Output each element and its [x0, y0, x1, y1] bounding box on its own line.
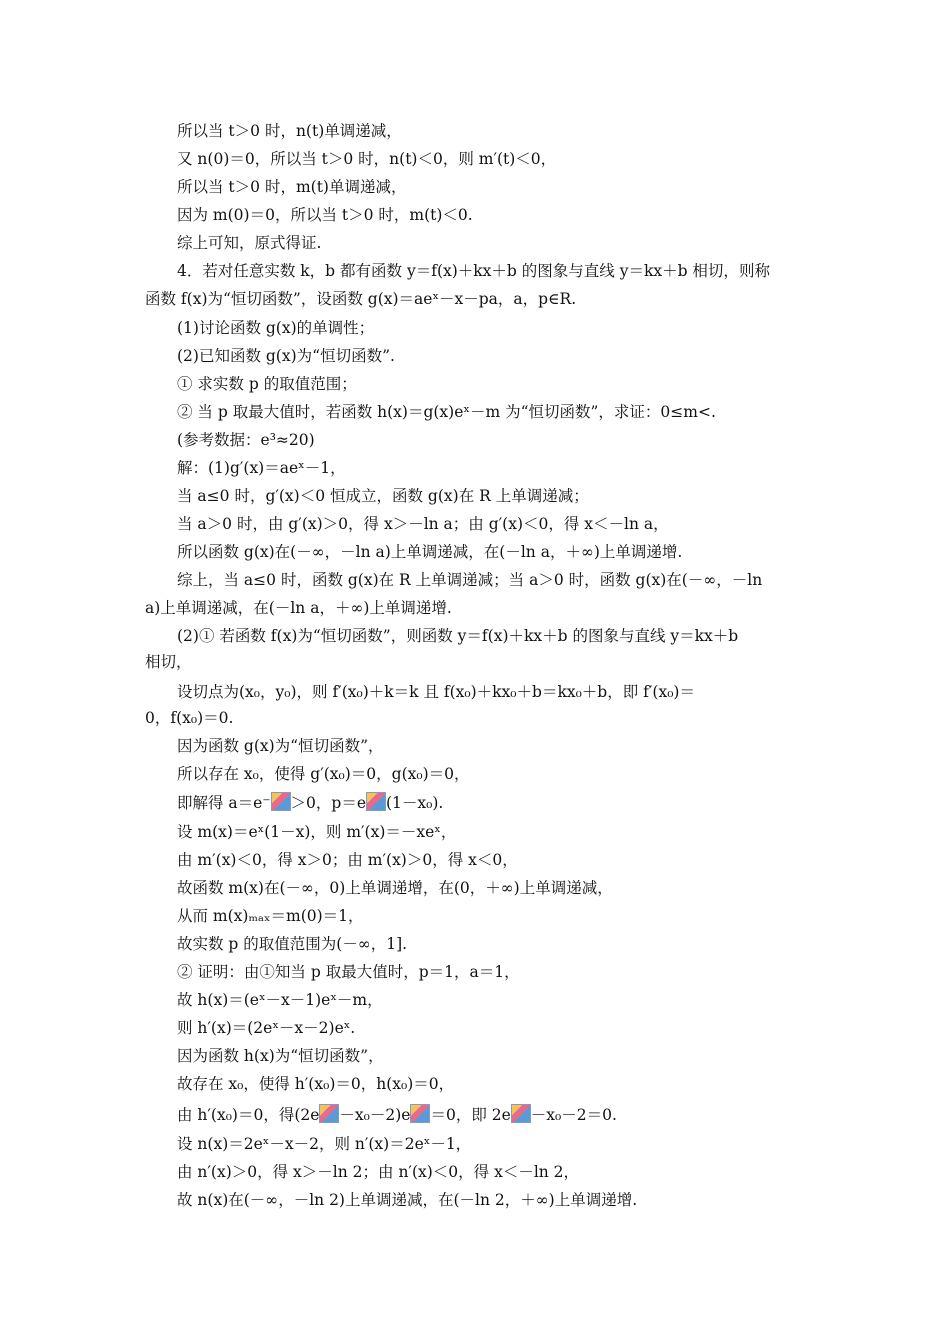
text-line: 函数 f(x)为“恒切函数”，设函数 g(x)＝aeˣ－x－pa，a，p∈R.	[145, 290, 577, 308]
broken-image-icon	[319, 1104, 339, 1123]
text-line: 综上可知，原式得证.	[177, 234, 322, 252]
subquestion-1: (1)讨论函数 g(x)的单调性；	[177, 319, 375, 337]
broken-image-icon	[511, 1104, 531, 1123]
broken-image-icon	[366, 792, 386, 811]
text-line: 所以存在 x₀，使得 g′(x₀)＝0，g(x₀)＝0，	[177, 765, 470, 783]
text-line: 因为函数 h(x)为“恒切函数”，	[177, 1047, 384, 1065]
subquestion-2: (2)已知函数 g(x)为“恒切函数”.	[177, 347, 395, 365]
text-line: 故函数 m(x)在(－∞，0)上单调递增，在(0，＋∞)上单调递减，	[177, 879, 613, 897]
text-fragment: －x₀－2)e	[339, 1106, 411, 1124]
broken-image-icon	[410, 1104, 430, 1123]
text-fragment: (1－x₀).	[386, 794, 444, 812]
text-line: 设 n(x)＝2eˣ－x－2，则 n′(x)＝2eˣ－1，	[177, 1135, 472, 1153]
text-fragment: ＝0，即 2e	[430, 1106, 511, 1124]
reference-data: (参考数据：e³≈20)	[177, 431, 315, 449]
text-fragment: ＞0，p＝e	[290, 794, 366, 812]
text-line: 因为 m(0)＝0，所以当 t＞0 时，m(t)＜0.	[177, 206, 473, 224]
text-line: 由 n′(x)＞0，得 x＞－ln 2；由 n′(x)＜0，得 x＜－ln 2，	[177, 1163, 580, 1181]
problem-statement: 4．若对任意实数 k，b 都有函数 y＝f(x)＋kx＋b 的图象与直线 y＝kx＋b 相切，则称	[177, 262, 770, 280]
text-line: 设 m(x)＝eˣ(1－x)，则 m′(x)＝－xeˣ，	[177, 823, 457, 841]
text-line: 故实数 p 的取值范围为(－∞，1].	[177, 935, 408, 953]
text-line: a)上单调递减，在(－ln a，＋∞)上单调递增.	[145, 599, 452, 617]
text-line: 故存在 x₀，使得 h′(x₀)＝0，h(x₀)＝0，	[177, 1075, 455, 1093]
text-line: 故 h(x)＝(eˣ－x－1)eˣ－m，	[177, 991, 383, 1009]
text-line: 所以当 t＞0 时，m(t)单调递减，	[177, 178, 407, 196]
text-line: 从而 m(x)ₘₐₓ＝m(0)＝1，	[177, 907, 364, 925]
text-line: 综上，当 a≤0 时，函数 g(x)在 R 上单调递减；当 a＞0 时，函数 g(x)在(－∞，－ln	[177, 571, 763, 589]
broken-image-icon	[271, 792, 291, 811]
text-line: 由 m′(x)＜0，得 x＞0；由 m′(x)＞0，得 x＜0，	[177, 851, 518, 869]
text-line: 0，f(x₀)＝0.	[145, 709, 234, 727]
text-line: 所以函数 g(x)在(－∞，－ln a)上单调递减，在(－ln a，＋∞)上单调递增.	[177, 543, 683, 561]
text-line: 则 h′(x)＝(2eˣ－x－2)eˣ.	[177, 1019, 356, 1037]
text-line: 当 a≤0 时，g′(x)＜0 恒成立，函数 g(x)在 R 上单调递减；	[177, 487, 589, 505]
text-line-with-images	[177, 792, 443, 813]
text-line: ① 求实数 p 的取值范围；	[177, 375, 357, 393]
text-line-with-images	[177, 1104, 617, 1125]
text-line: 故 n(x)在(－∞，－ln 2)上单调递减，在(－ln 2，＋∞)上单调递增.	[177, 1191, 638, 1209]
text-line: (2)① 若函数 f(x)为“恒切函数”，则函数 y＝f(x)＋kx＋b 的图象与直线 y＝kx＋b	[177, 627, 739, 645]
text-fragment: 由 h′(x₀)＝0，得(2e	[177, 1106, 320, 1124]
text-fragment: －x₀－2＝0.	[530, 1106, 617, 1124]
text-line: 因为函数 g(x)为“恒切函数”，	[177, 737, 384, 755]
text-fragment: 即解得 a＝e⁻	[177, 794, 271, 812]
text-line: 当 a＞0 时，由 g′(x)＞0，得 x＞－ln a；由 g′(x)＜0，得 x＜－ln a，	[177, 515, 669, 533]
text-line: ② 当 p 取最大值时，若函数 h(x)＝g(x)eˣ－m 为“恒切函数”，求证：0≤m<.	[177, 403, 716, 421]
text-line: 又 n(0)＝0，所以当 t＞0 时，n(t)＜0，则 m′(t)＜0，	[177, 150, 557, 168]
text-line: ② 证明：由①知当 p 取最大值时，p＝1，a＝1，	[177, 963, 520, 981]
text-line: 设切点为(x₀，y₀)，则 f′(x₀)＋k＝k 且 f(x₀)＋kx₀＋b＝kx₀＋b，即 f′(x₀)＝	[177, 683, 695, 701]
text-line: 相切，	[145, 653, 192, 671]
text-line: 所以当 t＞0 时，n(t)单调递减，	[177, 122, 402, 140]
solution-start: 解：(1)g′(x)＝aeˣ－1，	[177, 459, 346, 477]
